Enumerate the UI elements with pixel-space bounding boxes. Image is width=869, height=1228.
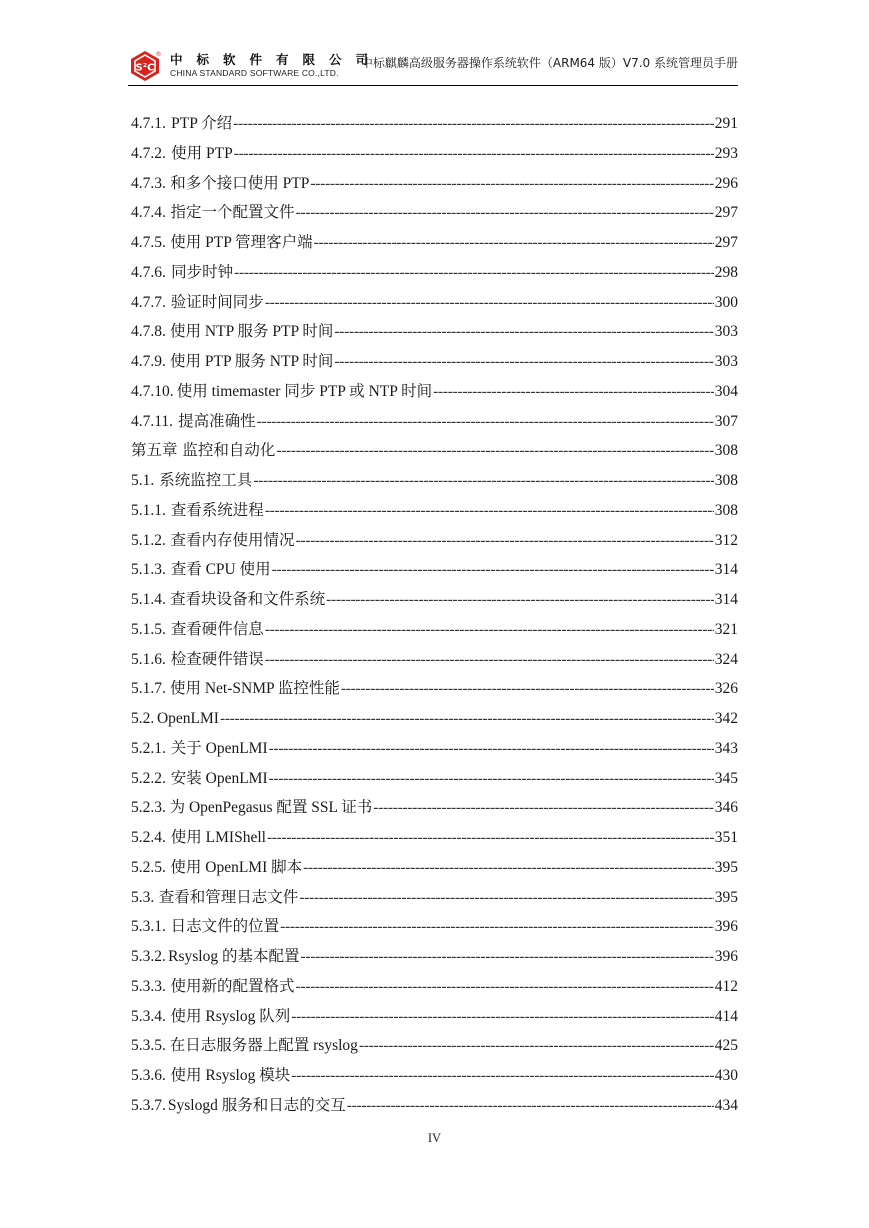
toc-dot-leader	[234, 143, 714, 165]
toc-entry-title: 监控和自动化	[182, 442, 276, 460]
toc-dot-leader	[272, 559, 714, 581]
registered-mark: ®	[155, 51, 162, 58]
toc-entry-number: 5.1.3.	[131, 561, 166, 579]
toc-dot-leader	[269, 768, 714, 790]
toc-entry[interactable]	[131, 887, 738, 917]
toc-entry-title: 系统监控工具	[159, 472, 253, 489]
toc-entry[interactable]	[131, 113, 738, 143]
toc-entry-number: 5.1.4.	[131, 591, 166, 608]
toc-entry-page: 395	[714, 888, 738, 906]
toc-dot-leader	[347, 1095, 714, 1117]
toc-entry-page: 351	[714, 829, 738, 846]
toc-entry[interactable]	[131, 470, 738, 500]
toc-dot-leader	[299, 887, 713, 909]
toc-entry-number: 5.3.2.	[131, 948, 166, 965]
toc-entry-number: 4.7.1.	[131, 115, 166, 132]
toc-entry-page: 395	[714, 858, 738, 876]
toc-entry[interactable]	[131, 262, 738, 292]
toc-entry[interactable]	[131, 768, 738, 798]
toc-entry-number: 5.2.3.	[131, 799, 166, 817]
toc-entry-number: 5.1.2.	[131, 531, 166, 549]
toc-entry-page: 303	[714, 323, 738, 341]
toc-entry-number: 4.7.2.	[131, 144, 166, 162]
toc-dot-leader	[234, 262, 714, 284]
toc-entry-number: 5.1.	[131, 472, 155, 489]
toc-entry-title: 使用 timemaster 同步 PTP 或 NTP 时间	[176, 382, 433, 400]
toc-entry-title: 提高准确性	[178, 412, 256, 430]
toc-entry[interactable]	[131, 232, 738, 262]
toc-dot-leader	[265, 292, 714, 314]
toc-entry-title: 使用 LMIShell	[170, 829, 266, 846]
toc-entry-page: 298	[714, 263, 738, 281]
toc-entry-number: 4.7.10.	[131, 382, 174, 400]
toc-entry-page: 396	[714, 918, 738, 936]
toc-entry[interactable]	[131, 946, 738, 976]
toc-entry-title: 同步时钟	[171, 263, 234, 281]
toc-entry[interactable]	[131, 1095, 738, 1125]
toc-entry-number: 5.3.7.	[131, 1096, 166, 1114]
toc-entry-title: 日志文件的位置	[170, 918, 280, 936]
toc-entry[interactable]	[131, 411, 738, 441]
toc-entry[interactable]	[131, 500, 738, 530]
toc-entry-number: 第五章	[131, 442, 178, 460]
toc-entry-title: 关于 OpenLMI	[170, 739, 268, 757]
toc-entry-page: 303	[714, 353, 738, 370]
toc-entry-page: 396	[714, 948, 738, 965]
toc-entry-page: 342	[714, 710, 738, 727]
page-number: IV	[427, 1131, 442, 1145]
toc-entry-page: 345	[714, 769, 738, 787]
table-of-contents	[131, 113, 738, 1125]
toc-entry-page: 291	[714, 115, 738, 132]
header-rule	[128, 85, 738, 86]
toc-entry-title: OpenLMI	[156, 710, 219, 727]
toc-entry-title: 查看和管理日志文件	[158, 888, 299, 906]
toc-entry[interactable]	[131, 143, 738, 173]
toc-dot-leader	[341, 678, 714, 700]
toc-entry-number: 5.3.5.	[131, 1037, 166, 1055]
toc-entry-page: 326	[714, 680, 738, 698]
toc-entry[interactable]	[131, 559, 738, 589]
toc-dot-leader	[314, 232, 714, 254]
toc-dot-leader	[433, 381, 714, 403]
toc-entry-number: 4.7.8.	[131, 323, 166, 341]
toc-dot-leader	[280, 916, 714, 938]
toc-dot-leader	[265, 649, 714, 671]
toc-dot-leader	[265, 619, 714, 641]
toc-entry-page: 434	[714, 1096, 738, 1114]
toc-entry[interactable]	[131, 292, 738, 322]
toc-entry-page: 430	[714, 1067, 738, 1084]
toc-entry-page: 425	[714, 1037, 738, 1055]
toc-entry[interactable]	[131, 708, 738, 738]
toc-dot-leader	[291, 1006, 714, 1028]
toc-entry-title: 查看块设备和文件系统	[170, 591, 326, 608]
toc-entry-title: 使用 NTP 服务 PTP 时间	[170, 323, 334, 341]
toc-entry-title: 使用 Rsyslog 模块	[170, 1067, 291, 1084]
toc-entry-title: 查看内存使用情况	[170, 531, 295, 549]
toc-entry[interactable]	[131, 827, 738, 857]
toc-entry-number: 5.1.6.	[131, 650, 166, 668]
toc-entry-title: PTP 介绍	[171, 115, 233, 132]
toc-entry[interactable]	[131, 202, 738, 232]
toc-dot-leader	[310, 173, 713, 195]
toc-entry-number: 5.2.2.	[131, 769, 166, 787]
toc-entry-number: 4.7.3.	[131, 174, 166, 192]
toc-entry-number: 5.1.7.	[131, 680, 166, 698]
toc-dot-leader	[359, 1035, 714, 1057]
page-header	[128, 48, 738, 86]
toc-entry-page: 308	[714, 442, 738, 460]
toc-entry-page: 300	[714, 293, 738, 311]
toc-entry-title: 使用 Rsyslog 队列	[170, 1007, 291, 1025]
toc-entry-title: 安装 OpenLMI	[170, 769, 268, 787]
toc-entry-page: 414	[714, 1007, 738, 1025]
toc-dot-leader	[295, 202, 713, 224]
toc-entry-number: 5.3.6.	[131, 1067, 166, 1084]
toc-entry[interactable]	[131, 173, 738, 203]
document-title: 中标麒麟高级服务器操作系统软件（ARM64 版）V7.0 系统管理员手册	[360, 56, 738, 70]
toc-entry-number: 5.3.	[131, 888, 155, 906]
toc-entry-page: 308	[714, 501, 738, 519]
toc-entry-page: 314	[714, 591, 738, 608]
toc-dot-leader	[326, 589, 714, 611]
toc-entry-title: 和多个接口使用 PTP	[170, 174, 310, 192]
toc-entry[interactable]	[131, 619, 738, 649]
toc-entry-page: 304	[714, 382, 738, 400]
toc-dot-leader	[253, 470, 713, 492]
toc-entry-page: 314	[714, 561, 738, 579]
toc-entry[interactable]	[131, 589, 738, 619]
company-name-en: CHINA STANDARD SOFTWARE CO.,LTD.	[170, 68, 339, 78]
toc-entry[interactable]	[131, 738, 738, 768]
toc-entry-title: 在日志服务器上配置 rsyslog	[169, 1037, 358, 1055]
toc-dot-leader	[334, 321, 713, 343]
toc-entry-number: 4.7.9.	[131, 353, 166, 370]
toc-entry-title: 验证时间同步	[170, 293, 264, 311]
toc-dot-leader	[220, 708, 714, 730]
toc-entry-number: 4.7.6.	[131, 263, 166, 281]
toc-entry-page: 343	[714, 739, 738, 757]
toc-entry-number: 5.3.4.	[131, 1007, 166, 1025]
toc-entry-page: 321	[714, 620, 738, 638]
toc-entry-number: 4.7.11.	[131, 412, 174, 430]
toc-entry-number: 5.2.	[131, 710, 155, 727]
toc-entry-number: 5.1.1.	[131, 501, 166, 519]
toc-entry-title: 使用 PTP 管理客户端	[170, 234, 313, 251]
toc-entry-title: 使用 PTP	[171, 144, 233, 162]
toc-entry-title: 使用 PTP 服务 NTP 时间	[170, 353, 334, 370]
toc-entry-page: 307	[714, 412, 738, 430]
toc-entry-title: Syslogd 服务和日志的交互	[167, 1096, 346, 1114]
toc-entry[interactable]	[131, 1006, 738, 1036]
toc-dot-leader	[267, 827, 714, 849]
toc-dot-leader	[303, 857, 714, 879]
toc-entry[interactable]	[131, 381, 738, 411]
toc-entry[interactable]	[131, 857, 738, 887]
toc-dot-leader	[257, 411, 714, 433]
toc-entry[interactable]	[131, 797, 738, 827]
toc-entry-title: 为 OpenPegasus 配置 SSL 证书	[169, 799, 373, 817]
toc-entry-number: 5.1.5.	[131, 620, 166, 638]
toc-dot-leader	[276, 440, 713, 462]
toc-entry-title: 查看系统进程	[170, 501, 264, 519]
toc-entry-title: 使用 Net-SNMP 监控性能	[169, 680, 340, 698]
toc-dot-leader	[269, 738, 714, 760]
toc-entry-page: 346	[714, 799, 738, 817]
toc-entry[interactable]	[131, 1065, 738, 1095]
toc-entry-page: 308	[714, 472, 738, 489]
toc-entry-page: 412	[714, 977, 738, 995]
toc-entry[interactable]	[131, 530, 738, 560]
toc-entry-page: 312	[714, 531, 738, 549]
logo-text: S²C	[135, 62, 155, 74]
toc-entry-title: 查看 CPU 使用	[170, 561, 271, 579]
toc-entry-page: 297	[714, 204, 738, 222]
toc-dot-leader	[265, 500, 714, 522]
toc-entry-number: 5.2.4.	[131, 829, 166, 846]
toc-entry-title: 检查硬件错误	[170, 650, 264, 668]
company-name-cn: 中标软件有限公司	[170, 52, 383, 67]
toc-entry-page: 296	[714, 174, 738, 192]
toc-entry-title: 使用新的配置格式	[170, 977, 295, 995]
toc-entry[interactable]	[131, 916, 738, 946]
toc-entry-number: 4.7.4.	[131, 204, 166, 222]
toc-entry-number: 5.2.1.	[131, 739, 166, 757]
toc-dot-leader	[373, 797, 713, 819]
toc-entry-number: 5.3.1.	[131, 918, 166, 936]
toc-dot-leader	[295, 530, 713, 552]
toc-dot-leader	[334, 351, 713, 373]
toc-entry-page: 297	[714, 234, 738, 251]
company-logo	[128, 50, 162, 82]
toc-entry[interactable]	[131, 976, 738, 1006]
toc-entry-title: 指定一个配置文件	[170, 204, 295, 222]
toc-entry[interactable]	[131, 351, 738, 381]
toc-entry-number: 4.7.5.	[131, 234, 166, 251]
toc-entry[interactable]	[131, 1035, 738, 1065]
toc-entry-title: Rsyslog 的基本配置	[168, 948, 300, 965]
toc-entry-number: 5.3.3.	[131, 977, 166, 995]
toc-dot-leader	[233, 113, 714, 135]
toc-entry-page: 324	[714, 650, 738, 668]
toc-entry-number: 5.2.5.	[131, 858, 166, 876]
toc-entry[interactable]	[131, 649, 738, 679]
toc-entry[interactable]	[131, 440, 738, 470]
toc-entry-title: 使用 OpenLMI 脚本	[170, 858, 303, 876]
toc-dot-leader	[291, 1065, 714, 1087]
toc-entry-title: 查看硬件信息	[170, 620, 264, 638]
toc-dot-leader	[295, 976, 713, 998]
toc-entry[interactable]	[131, 678, 738, 708]
toc-entry[interactable]	[131, 321, 738, 351]
toc-entry-number: 4.7.7.	[131, 293, 166, 311]
toc-entry-page: 293	[714, 144, 738, 162]
toc-dot-leader	[300, 946, 713, 968]
